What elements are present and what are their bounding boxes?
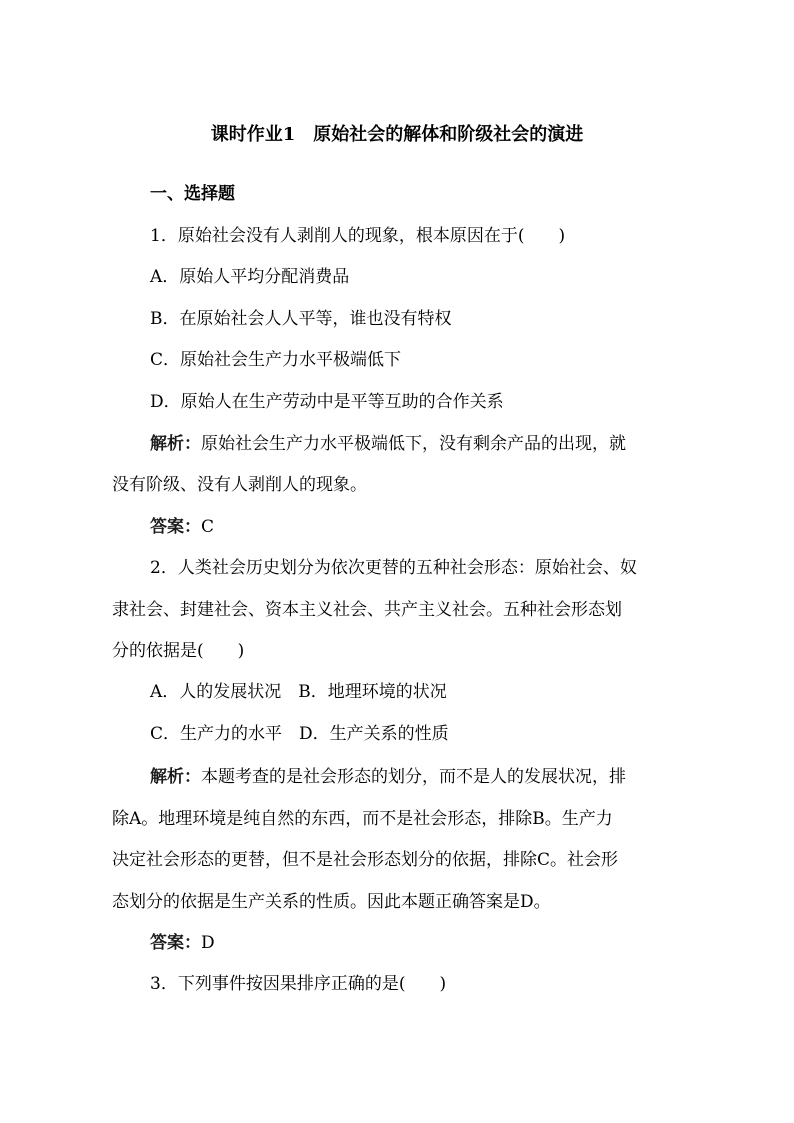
section-heading: 一、选择题 — [150, 184, 235, 204]
question-1-answer — [150, 514, 692, 540]
question-2-options-cd: C．生产力的水平 D．生产关系的性质 — [150, 724, 449, 744]
question-2-stem-end: 分的依据是( ) — [112, 641, 245, 661]
question-1-analysis — [150, 431, 692, 457]
question-2-options-ab: A．人的发展状况 B．地理环境的状况 — [150, 682, 447, 702]
question-1-analysis-continued: 没有阶级、没有人剥削人的现象。 — [112, 475, 367, 495]
question-1-option-b: B．在原始社会人人平等，谁也没有特权 — [150, 309, 452, 329]
answer-value: D — [201, 933, 215, 953]
question-2-answer — [150, 930, 692, 956]
analysis-label: 解析： — [150, 767, 201, 787]
analysis-text: 原始社会生产力水平极端低下，没有剩余产品的出现，就 — [201, 434, 626, 454]
question-1-option-a: A．原始人平均分配消费品 — [150, 267, 350, 287]
question-2-analysis-line-4: 态划分的依据是生产关系的性质。因此本题正确答案是D。 — [112, 892, 551, 912]
question-1-option-c: C．原始社会生产力水平极端低下 — [150, 350, 402, 370]
question-2-stem-continued: 隶社会、封建社会、资本主义社会、共产主义社会。五种社会形态划 — [112, 600, 622, 620]
question-2-stem: 2．人类社会历史划分为依次更替的五种社会形态：原始社会、奴 — [150, 558, 637, 578]
page-title: 课时作业1 原始社会的解体和阶级社会的演进 — [210, 124, 584, 145]
question-3-stem: 3．下列事件按因果排序正确的是( ) — [150, 974, 447, 994]
answer-label: 答案： — [150, 517, 201, 537]
answer-value: C — [201, 517, 215, 537]
question-2-analysis-line-2: 除A。地理环境是纯自然的东西，而不是社会形态，排除B。生产力 — [112, 809, 613, 829]
question-1-option-d: D．原始人在生产劳动中是平等互助的合作关系 — [150, 392, 504, 412]
analysis-text: 本题考查的是社会形态的划分，而不是人的发展状况，排 — [201, 767, 626, 787]
answer-label: 答案： — [150, 933, 201, 953]
question-2-analysis — [150, 764, 692, 790]
analysis-label: 解析： — [150, 434, 201, 454]
question-1-stem: 1．原始社会没有人剥削人的现象，根本原因在于( ) — [150, 226, 566, 246]
question-2-analysis-line-3: 决定社会形态的更替，但不是社会形态划分的依据，排除C。社会形 — [112, 850, 619, 870]
